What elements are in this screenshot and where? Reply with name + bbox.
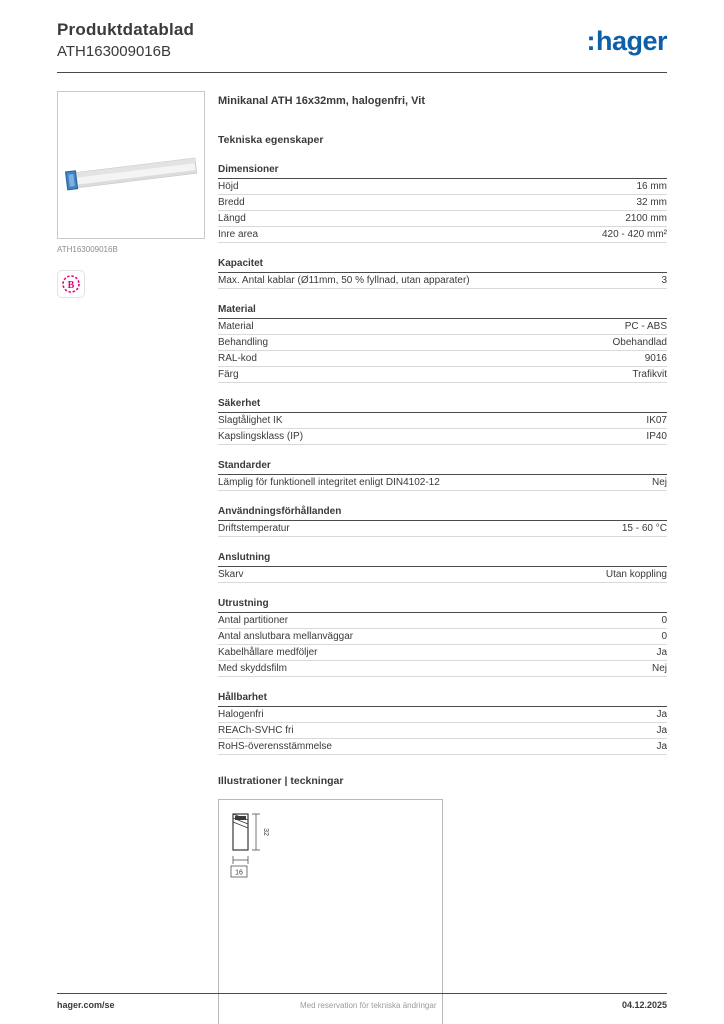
spec-row (218, 645, 667, 661)
spec-label: Max. Antal kablar (Ø11mm, 50 % fyllnad, utan apparater) (218, 275, 470, 286)
spec-value: PC - ABS (624, 321, 667, 332)
spec-row (218, 475, 667, 491)
spec-row (218, 211, 667, 227)
spec-value: 15 - 60 °C (621, 523, 667, 534)
footer-date: 04.12.2025 (621, 1000, 667, 1010)
spec-row (218, 739, 667, 755)
spec-row (218, 413, 667, 429)
spec-value: Obehandlad (612, 337, 667, 348)
product-name: Minikanal ATH 16x32mm, halogenfri, Vit (218, 95, 426, 107)
spec-label: Material (218, 321, 254, 332)
spec-row (218, 179, 667, 195)
spec-value: Trafikvit (632, 369, 667, 380)
spec-label: Bredd (218, 197, 245, 208)
spec-row (218, 273, 667, 289)
spec-label: Längd (218, 213, 246, 224)
product-photo-trunking (58, 92, 204, 238)
section-title: Anslutning (218, 548, 667, 567)
spec-value: Utan koppling (605, 569, 667, 580)
spec-value: Ja (656, 725, 667, 736)
left-column (57, 91, 205, 1024)
spec-row (218, 629, 667, 645)
spec-row (218, 567, 667, 583)
logo-text: hager (595, 26, 667, 56)
section-title: Material (218, 300, 667, 319)
spec-value: 2100 mm (625, 213, 667, 224)
spec-section (218, 254, 667, 289)
spec-row (218, 351, 667, 367)
logo-colon: : (586, 26, 595, 56)
page-title: Produktdatablad (57, 20, 195, 39)
header-text (57, 20, 194, 60)
spec-label: Halogenfri (218, 709, 264, 720)
content (0, 73, 724, 1024)
spec-value: Ja (656, 741, 667, 752)
section-title: Hållbarhet (218, 688, 667, 707)
spec-value: Nej (651, 477, 667, 488)
spec-row (218, 335, 667, 351)
spec-section (218, 502, 667, 537)
technical-properties-heading: Tekniska egenskaper (218, 134, 324, 146)
spec-section (218, 394, 667, 445)
spec-label: RoHS-överensstämmelse (218, 741, 332, 752)
spec-value: IK07 (646, 415, 667, 426)
spec-label: Antal partitioner (218, 615, 289, 626)
footer-website: hager.com/se (57, 1000, 115, 1010)
spec-value: 0 (661, 615, 667, 626)
spec-value: 0 (661, 631, 667, 642)
spec-label: Lämplig för funktionell integritet enligt DIN4102-12 (218, 477, 440, 488)
spec-label: Driftstemperatur (218, 523, 290, 534)
spec-label: Skarv (218, 569, 244, 580)
spec-row (218, 195, 667, 211)
spec-label: Kabelhållare medföljer (218, 647, 318, 658)
spec-label: Med skyddsfilm (218, 663, 287, 674)
spec-value: 420 - 420 mm² (601, 229, 667, 240)
spec-value: Ja (656, 709, 667, 720)
spec-value: IP40 (646, 431, 667, 442)
spec-value: 9016 (644, 353, 667, 364)
dimension-drawing (225, 806, 345, 906)
main-column (218, 91, 667, 1024)
spec-value: Ja (656, 647, 667, 658)
section-title: Användningsförhållanden (218, 502, 667, 521)
spec-section (218, 160, 667, 243)
spec-value: 32 mm (636, 197, 667, 208)
spec-row (218, 227, 667, 243)
product-image-caption: ATH163009016B (57, 245, 118, 254)
spec-label: Inre area (218, 229, 259, 240)
spec-section (218, 456, 667, 491)
spec-label: Höjd (218, 181, 239, 192)
spec-row (218, 613, 667, 629)
section-title: Kapacitet (218, 254, 667, 273)
svg-text:B: B (67, 280, 75, 291)
spec-label: RAL-kod (218, 353, 257, 364)
section-title: Standarder (218, 456, 667, 475)
spec-label: Färg (218, 369, 239, 380)
spec-row (218, 707, 667, 723)
spec-section (218, 688, 667, 755)
spec-sections (218, 160, 667, 755)
spec-section (218, 300, 667, 383)
spec-value: Nej (651, 663, 667, 674)
dim-label-height: 32 (262, 828, 269, 836)
illustrations-heading: Illustrationer | teckningar (218, 775, 344, 787)
product-reference: ATH163009016B (57, 43, 171, 60)
spec-row (218, 367, 667, 383)
spec-row (218, 429, 667, 445)
spec-row (218, 521, 667, 537)
certification-icon (57, 270, 85, 298)
spec-value: 3 (661, 275, 667, 286)
product-image (57, 91, 205, 239)
spec-label: Behandling (218, 337, 269, 348)
spec-row (218, 319, 667, 335)
spec-section (218, 548, 667, 583)
spec-row (218, 661, 667, 677)
header (0, 0, 724, 60)
footer (57, 993, 667, 1010)
hager-logo (586, 26, 667, 57)
dim-label-width: 16 (235, 869, 243, 877)
spec-section (218, 594, 667, 677)
spec-label: Slagtålighet IK (218, 415, 283, 426)
section-title: Dimensioner (218, 160, 667, 179)
spec-label: REACh-SVHC fri (218, 725, 294, 736)
spec-label: Antal anslutbara mellanväggar (218, 631, 354, 642)
section-title: Säkerhet (218, 394, 667, 413)
halogen-free-b-mark-icon (61, 274, 81, 294)
section-title: Utrustning (218, 594, 667, 613)
spec-label: Kapslingsklass (IP) (218, 431, 304, 442)
technical-drawing-box (218, 799, 443, 1024)
footer-disclaimer: Med reservation för tekniska ändringar (299, 1001, 437, 1010)
spec-value: 16 mm (636, 181, 667, 192)
spec-row (218, 723, 667, 739)
